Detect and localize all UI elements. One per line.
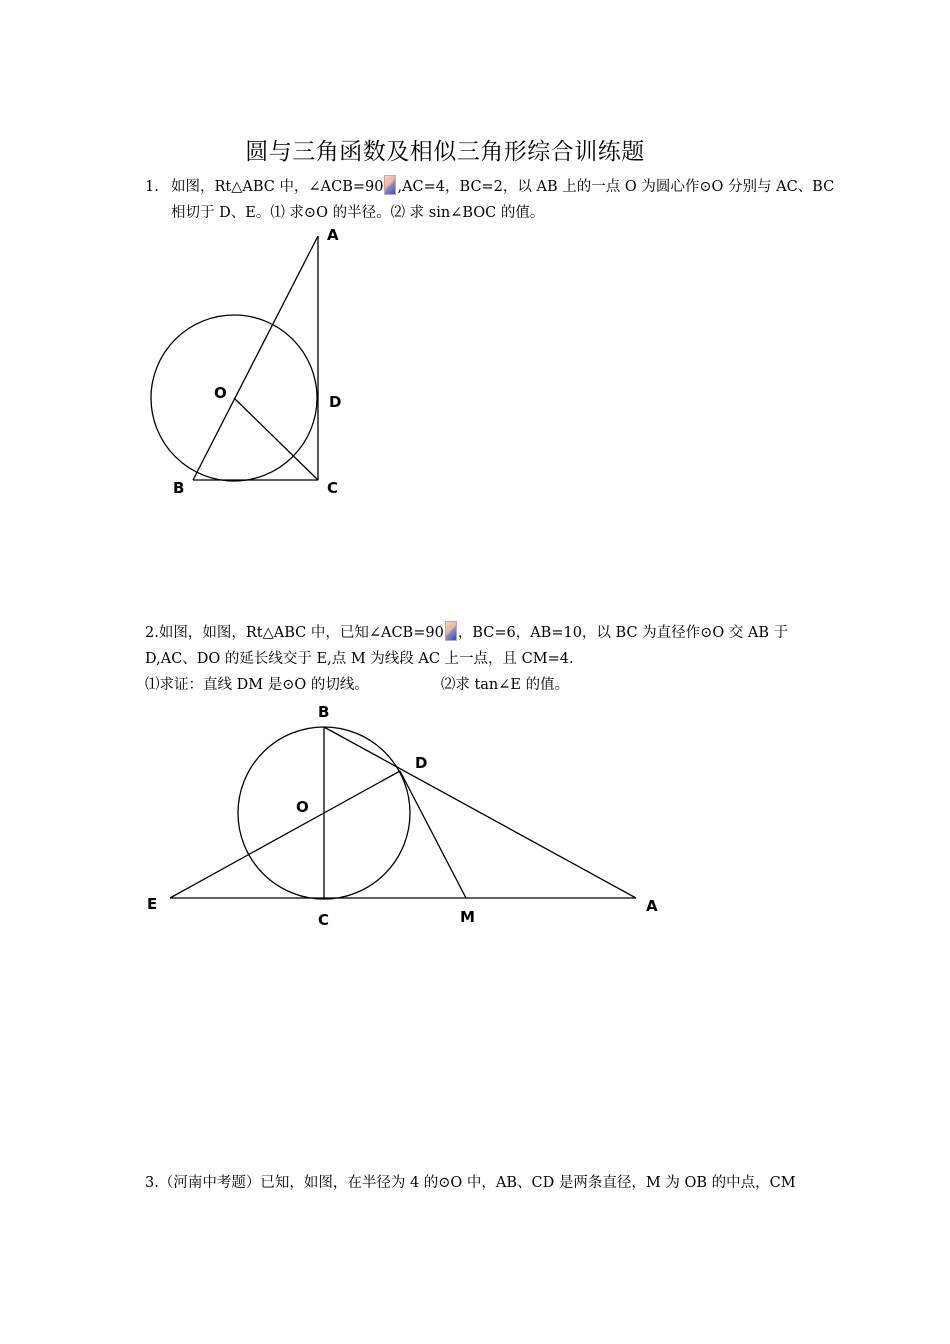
- problem-1-number: 1.: [145, 179, 159, 195]
- segment-ba: [324, 727, 636, 898]
- label-c-1: C: [327, 479, 339, 497]
- problem-1-line-1a: 如图，Rt△ABC 中，∠ACB=90: [171, 179, 384, 195]
- segment-dm: [400, 771, 466, 898]
- label-d-1: D: [329, 393, 342, 411]
- label-b-1: B: [173, 479, 185, 497]
- page-title: 圆与三角函数及相似三角形综合训练题: [245, 139, 645, 165]
- label-d-2: D: [415, 754, 428, 772]
- label-o-2: O: [296, 798, 309, 816]
- problem-3-line-1: 3.（河南中考题）已知，如图，在半径为 4 的⊙O 中，AB、CD 是两条直径，M 为 OB 的中点，CM: [145, 1175, 796, 1191]
- label-b-2: B: [318, 703, 330, 721]
- problem-2-part-2: ⑵求 tan∠E 的值。: [440, 677, 570, 693]
- label-a-1: A: [327, 226, 339, 244]
- problem-2-line-1b: ，BC=6，AB=10，以 BC 为直径作⊙O 交 AB 于: [457, 625, 789, 641]
- label-o-1: O: [214, 384, 227, 402]
- segment-ed: [170, 771, 400, 898]
- label-c-2: C: [318, 911, 330, 929]
- problem-1-line-2: 相切于 D、E。⑴ 求⊙O 的半径。⑵ 求 sin∠BOC 的值。: [171, 205, 545, 221]
- problem-2-line-1a: 2.如图，如图，Rt△ABC 中，已知∠ACB=90: [145, 625, 444, 641]
- problem-2-part-1: ⑴求证：直线 DM 是⊙O 的切线。: [145, 677, 369, 693]
- problem-1-line-1b: ,AC=4，BC=2，以 AB 上的一点 O 为圆心作⊙O 分别与 AC、BC: [397, 179, 835, 195]
- label-a-2: A: [646, 897, 658, 915]
- label-e-2: E: [147, 895, 158, 913]
- problem-2-line-2: D,AC、DO 的延长线交于 E,点 M 为线段 AC 上一点，且 CM=4.: [145, 651, 574, 667]
- problem-3-text: [145, 1170, 825, 1196]
- label-m-2: M: [460, 908, 475, 926]
